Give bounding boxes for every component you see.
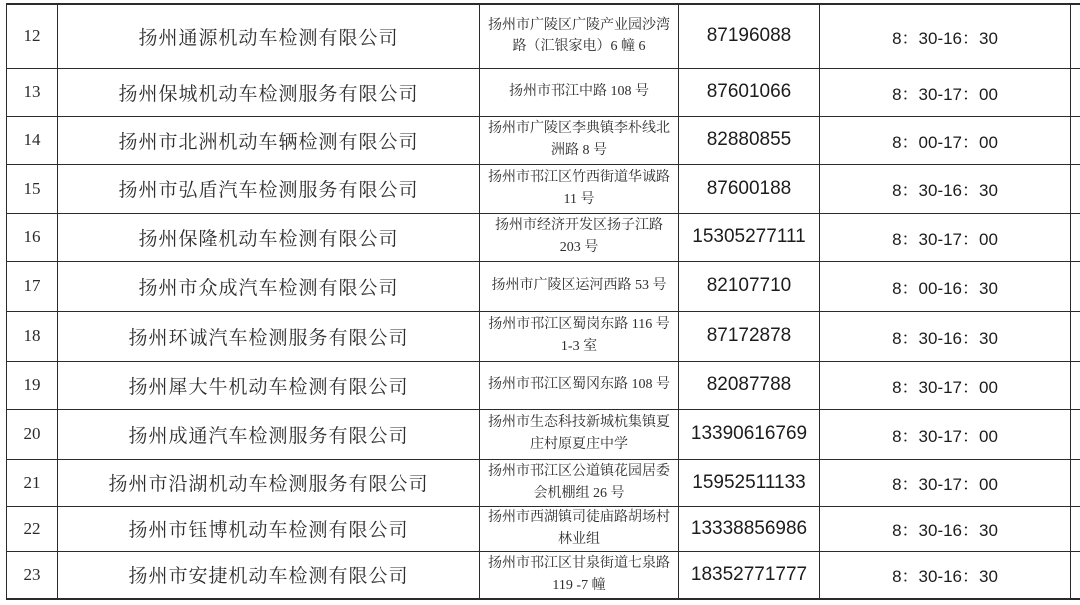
phone-cell: 82087788	[679, 361, 820, 409]
hours-cell: 8：00-16：30	[820, 261, 1071, 311]
company-name-cell: 扬州保城机动车检测服务有限公司	[58, 68, 480, 116]
cropped-column-cell	[1071, 213, 1080, 261]
row-number-cell: 23	[7, 551, 58, 599]
hours-cell: 8：30-16：30	[820, 551, 1071, 599]
phone-cell: 82107710	[679, 261, 820, 311]
table-row	[7, 361, 1080, 409]
address-cell: 扬州市邗江区竹西街道华诚路 11 号	[480, 164, 679, 213]
company-name-cell: 扬州保隆机动车检测有限公司	[58, 213, 480, 261]
phone-cell: 15952511133	[679, 459, 820, 506]
hours-cell: 8：30-17：00	[820, 361, 1071, 409]
hours-cell: 8：30-16：30	[820, 506, 1071, 551]
phone-cell: 18352771777	[679, 551, 820, 599]
hours-cell: 8：30-17：00	[820, 68, 1071, 116]
cropped-column-cell	[1071, 551, 1080, 599]
phone-cell: 87196088	[679, 4, 820, 68]
cropped-column-cell	[1071, 506, 1080, 551]
table-row	[7, 506, 1080, 551]
hours-cell: 8：30-16：30	[820, 164, 1071, 213]
cropped-column-cell	[1071, 4, 1080, 68]
address-cell: 扬州市广陵区运河西路 53 号	[480, 261, 679, 311]
row-number-cell: 15	[7, 164, 58, 213]
hours-cell: 8：30-16：30	[820, 311, 1071, 361]
inspection-stations-table-wrap	[6, 3, 1080, 600]
table-row	[7, 116, 1080, 164]
hours-cell: 8：00-17：00	[820, 116, 1071, 164]
row-number-cell: 21	[7, 459, 58, 506]
phone-cell: 13390616769	[679, 409, 820, 459]
company-name-cell: 扬州成通汽车检测服务有限公司	[58, 409, 480, 459]
row-number-cell: 19	[7, 361, 58, 409]
table-body	[7, 4, 1080, 599]
address-cell: 扬州市经济开发区扬子江路 203 号	[480, 213, 679, 261]
table-row	[7, 409, 1080, 459]
table-row	[7, 551, 1080, 599]
cropped-column-cell	[1071, 361, 1080, 409]
cropped-column-cell	[1071, 459, 1080, 506]
hours-cell: 8：30-17：00	[820, 459, 1071, 506]
inspection-stations-table	[6, 3, 1080, 600]
cropped-column-cell	[1071, 68, 1080, 116]
address-cell: 扬州市生态科技新城杭集镇夏庄村原夏庄中学	[480, 409, 679, 459]
phone-cell: 13338856986	[679, 506, 820, 551]
hours-cell: 8：30-16：30	[820, 4, 1071, 68]
row-number-cell: 20	[7, 409, 58, 459]
address-cell: 扬州市邗江区蜀冈东路 108 号	[480, 361, 679, 409]
phone-cell: 15305277111	[679, 213, 820, 261]
cropped-column-cell	[1071, 116, 1080, 164]
company-name-cell: 扬州市钰博机动车检测有限公司	[58, 506, 480, 551]
address-cell: 扬州市邗江中路 108 号	[480, 68, 679, 116]
address-cell: 扬州市邗江区公道镇花园居委会机棚组 26 号	[480, 459, 679, 506]
phone-cell: 82880855	[679, 116, 820, 164]
table-row	[7, 459, 1080, 506]
table-row	[7, 311, 1080, 361]
company-name-cell: 扬州市北洲机动车辆检测有限公司	[58, 116, 480, 164]
row-number-cell: 22	[7, 506, 58, 551]
company-name-cell: 扬州环诚汽车检测服务有限公司	[58, 311, 480, 361]
table-row	[7, 164, 1080, 213]
company-name-cell: 扬州通源机动车检测有限公司	[58, 4, 480, 68]
address-cell: 扬州市广陵区李典镇李朴线北洲路 8 号	[480, 116, 679, 164]
address-cell: 扬州市邗江区甘泉街道七泉路 119 -7 幢	[480, 551, 679, 599]
phone-cell: 87600188	[679, 164, 820, 213]
table-row	[7, 213, 1080, 261]
address-cell: 扬州市广陵区广陵产业园沙湾路（汇银家电）6 幢 6	[480, 4, 679, 68]
company-name-cell: 扬州市众成汽车检测有限公司	[58, 261, 480, 311]
cropped-column-cell	[1071, 311, 1080, 361]
row-number-cell: 18	[7, 311, 58, 361]
table-row	[7, 261, 1080, 311]
company-name-cell: 扬州犀大牛机动车检测有限公司	[58, 361, 480, 409]
hours-cell: 8：30-17：00	[820, 213, 1071, 261]
row-number-cell: 14	[7, 116, 58, 164]
phone-cell: 87172878	[679, 311, 820, 361]
company-name-cell: 扬州市安捷机动车检测有限公司	[58, 551, 480, 599]
cropped-column-cell	[1071, 164, 1080, 213]
company-name-cell: 扬州市弘盾汽车检测服务有限公司	[58, 164, 480, 213]
row-number-cell: 13	[7, 68, 58, 116]
table-row	[7, 4, 1080, 68]
address-cell: 扬州市西湖镇司徒庙路胡场村林业组	[480, 506, 679, 551]
company-name-cell: 扬州市沿湖机动车检测服务有限公司	[58, 459, 480, 506]
address-cell: 扬州市邗江区蜀岗东路 116 号 1-3 室	[480, 311, 679, 361]
cropped-column-cell	[1071, 409, 1080, 459]
table-row	[7, 68, 1080, 116]
row-number-cell: 12	[7, 4, 58, 68]
hours-cell: 8：30-17：00	[820, 409, 1071, 459]
row-number-cell: 17	[7, 261, 58, 311]
cropped-column-cell	[1071, 261, 1080, 311]
row-number-cell: 16	[7, 213, 58, 261]
phone-cell: 87601066	[679, 68, 820, 116]
